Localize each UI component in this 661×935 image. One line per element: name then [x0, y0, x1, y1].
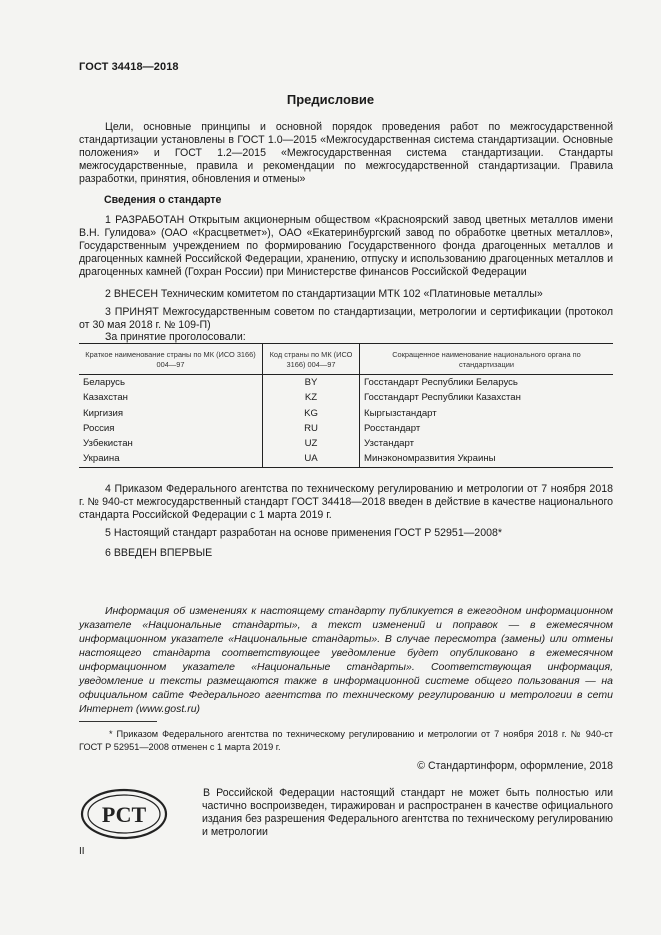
copyright-line: © Стандартинформ, оформление, 2018 — [417, 760, 613, 772]
table-header-row — [79, 344, 613, 375]
page-title: Предисловие — [286, 92, 375, 107]
country-code: UA — [263, 451, 360, 467]
item-2-introduced: 2 ВНЕСЕН Техническим комитетом по стандартизации МТК 102 «Платиновые металлы» — [105, 288, 543, 300]
country-code: KG — [263, 406, 360, 421]
national-body: Кыргызстандарт — [360, 406, 614, 421]
item-4-order: 4 Приказом Федерального агентства по техническому регулированию и метрологии от 7 ноября 2018 г. № 940-ст межгосударственный стандарт ГОСТ 34418—2018 введен в действие в качестве национального стандарта Российской Федерации с 1 марта 2019 г. — [79, 483, 613, 521]
reproduction-notice: В Российской Федерации настоящий стандарт не может быть полностью или частично воспроизведен, тиражирован и распространен в качестве официального издания без разрешения Федерального агентства по техническому регулированию и метрологии — [202, 787, 613, 838]
section-title: Сведения о стандарте — [104, 194, 222, 206]
table-row — [79, 375, 613, 391]
item-6-first-introduced: 6 ВВЕДЕН ВПЕРВЫЕ — [105, 547, 213, 559]
item-5-basis: 5 Настоящий стандарт разработан на основе применения ГОСТ Р 52951—2008* — [105, 527, 502, 539]
countries-table — [79, 343, 613, 468]
table-row — [79, 390, 613, 405]
country-code: UZ — [263, 436, 360, 451]
rst-logo-text: РСТ — [101, 802, 147, 827]
voted-label: За принятие проголосовали: — [105, 331, 246, 343]
page-number: II — [79, 846, 85, 857]
header-country-code: Код страны по МК (ИСО 3166) 004—97 — [263, 344, 360, 375]
header-national-body: Сокращенное наименование национального органа по стандартизации — [360, 344, 614, 375]
national-body: Госстандарт Республики Казахстан — [360, 390, 614, 405]
document-header: ГОСТ 34418—2018 — [79, 61, 179, 73]
country-name: Россия — [83, 422, 115, 434]
rst-logo-icon — [79, 787, 169, 841]
country-code: KZ — [263, 390, 360, 405]
footnote: * Приказом Федерального агентства по техническому регулированию и метрологии от 7 ноября 2018 г. № 940-ст ГОСТ Р 52951—2008 отменен с 1 марта 2019 г. — [79, 729, 613, 752]
rst-logo — [79, 787, 169, 841]
changes-info-paragraph: Информация об изменениях к настоящему стандарту публикуется в ежегодном информационном указателе «Национальные стандарты», а текст изменений и поправок — в ежемесячном информационном указателе «Национальные стандарты». В случае пересмотра (замены) или отмены настоящего стандарта соответствующее уведомление будет опубликовано в ежемесячном информационном указателе «Национальные стандарты». Соответствующая информация, уведомление и тексты размещаются также в информационной системе общего пользования — на официальном сайте Федерального агентства по техническому регулированию и метрологии в сети Интернет (www.gost.ru) — [79, 605, 613, 715]
item-1-developed: 1 РАЗРАБОТАН Открытым акционерным обществом «Красноярский завод цветных металлов имени В.Н. Гулидова» (ОАО «Красцветмет»), ОАО «Екатеринбургский завод по обработке цветных металлов», Государственным учреждением по формированию Государственного фонда драгоценных металлов и драгоценных камней Российской Федерации, хранению, отпуску и использованию драгоценных металлов и драгоценных камней (Гохран России) при Министерстве финансов Российской Федерации — [79, 214, 613, 278]
country-name: Узбекистан — [83, 438, 133, 450]
table-row — [79, 406, 613, 421]
table-row — [79, 436, 613, 451]
table-row — [79, 421, 613, 436]
country-name: Беларусь — [83, 377, 125, 388]
national-body: Госстандарт Республики Беларусь — [360, 375, 614, 391]
country-code: BY — [263, 375, 360, 391]
intro-paragraph: Цели, основные принципы и основной порядок проведения работ по межгосударственной стандартизации установлены в ГОСТ 1.0—2015 «Межгосударственная система стандартизации. Основные положения» и ГОСТ 1.2—2015 «Межгосударственная система стандартизации. Стандарты межгосударственные, правила и рекомендации по межгосударственной стандартизации. Правила разработки, принятия, обновления и отмены» — [79, 121, 613, 185]
table-row — [79, 451, 613, 467]
header-country-name: Краткое наименование страны по МК (ИСО 3166) 004—97 — [79, 344, 263, 375]
country-name: Казахстан — [83, 392, 128, 404]
country-name: Киргизия — [83, 407, 124, 419]
footnote-divider — [79, 721, 157, 722]
item-3-adopted: 3 ПРИНЯТ Межгосударственным советом по стандартизации, метрологии и сертификации (протокол от 30 мая 2018 г. № 109-П) — [79, 306, 613, 331]
country-code: RU — [263, 421, 360, 436]
national-body: Минэкономразвития Украины — [360, 451, 614, 467]
country-name: Украина — [79, 451, 263, 467]
national-body: Росстандарт — [360, 421, 614, 436]
national-body: Узстандарт — [360, 436, 614, 451]
